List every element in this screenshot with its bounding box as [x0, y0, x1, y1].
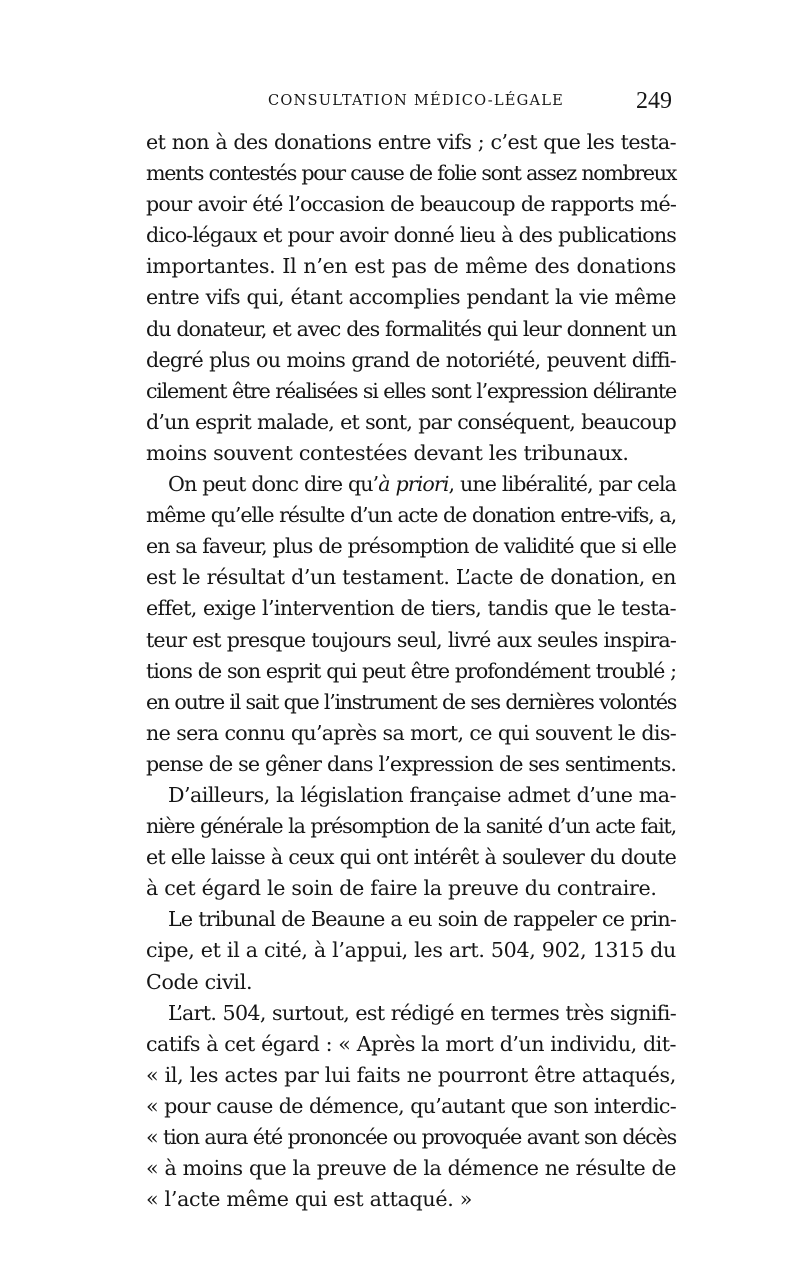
text-line: d’un esprit malade, et sont, par conséquent, beaucoup — [146, 409, 676, 434]
text-line: en sa faveur, plus de présomption de validité que si elle — [146, 534, 676, 559]
text-line: à cet égard le soin de faire la preuve du contraire. — [146, 876, 657, 901]
text-line: D’ailleurs, la législation française admet d’une ma- — [168, 782, 676, 807]
body-text — [146, 127, 676, 1215]
text-line: importantes. Il n’en est pas de même des donations — [146, 254, 676, 279]
text-line: tions de son esprit qui peut être profondément troublé ; — [146, 658, 676, 683]
text-line: cipe, et il a cité, à l’appui, les art. 504, 902, 1315 du — [146, 938, 676, 963]
text-line: degré plus ou moins grand de notoriété, peuvent diffi- — [146, 347, 676, 372]
text-line: « pour cause de démence, qu’autant que son interdic- — [146, 1093, 676, 1118]
text-line: Code civil. — [146, 969, 253, 994]
text-line: L’art. 504, surtout, est rédigé en termes très signifi- — [168, 1000, 676, 1025]
text-line: en outre il sait que l’instrument de ses dernières volontés — [146, 689, 676, 714]
text-line: « l’acte même qui est attaqué. » — [146, 1187, 473, 1212]
text-line: est le résultat d’un testament. L’acte de donation, en — [146, 565, 676, 590]
text-line: pour avoir été l’occasion de beaucoup de rapports mé- — [146, 192, 676, 217]
running-title: CONSULTATION MÉDICO-LÉGALE — [268, 92, 564, 109]
text-line: ne sera connu qu’après sa mort, ce qui souvent le dis- — [146, 720, 676, 745]
text-line: du donateur, et avec des formalités qui leur donnent un — [146, 316, 676, 341]
text-line: « à moins que la preuve de la démence ne résulte de — [146, 1156, 676, 1181]
text-line: « il, les actes par lui faits ne pourront être attaqués, — [146, 1062, 676, 1087]
text-line: catifs à cet égard : « Après la mort d’un individu, dit- — [146, 1031, 676, 1056]
text-line: Le tribunal de Beaune a eu soin de rappeler ce prin- — [168, 907, 676, 932]
text-line: nière générale la présomption de la sanité d’un acte fait, — [146, 814, 676, 839]
page-number: 249 — [636, 88, 672, 114]
text-line: et elle laisse à ceux qui ont intérêt à soulever du doute — [146, 845, 676, 870]
text-line: dico-légaux et pour avoir donné lieu à des publications — [146, 223, 676, 248]
text-line: et non à des donations entre vifs ; c’est que les testa- — [146, 130, 676, 154]
running-head — [140, 88, 678, 118]
text-line: moins souvent contestées devant les tribunaux. — [146, 440, 629, 465]
text-line: On peut donc dire qu’à priori, une libéralité, par cela — [168, 472, 676, 497]
text-line: même qu’elle résulte d’un acte de donation entre-vifs, a, — [146, 503, 676, 528]
text-line: pense de se gêner dans l’expression de ses sentiments. — [146, 751, 676, 776]
text-line: teur est presque toujours seul, livré aux seules inspira- — [146, 627, 676, 652]
text-line: « tion aura été prononcée ou provoquée avant son décès — [146, 1125, 676, 1149]
text-line: effet, exige l’intervention de tiers, tandis que le testa- — [146, 596, 676, 621]
text-line: ments contestés pour cause de folie sont assez nombreux — [146, 161, 676, 186]
text-line: entre vifs qui, étant accomplies pendant la vie même — [146, 285, 676, 310]
text-line: cilement être réalisées si elles sont l’expression délirante — [146, 378, 676, 403]
